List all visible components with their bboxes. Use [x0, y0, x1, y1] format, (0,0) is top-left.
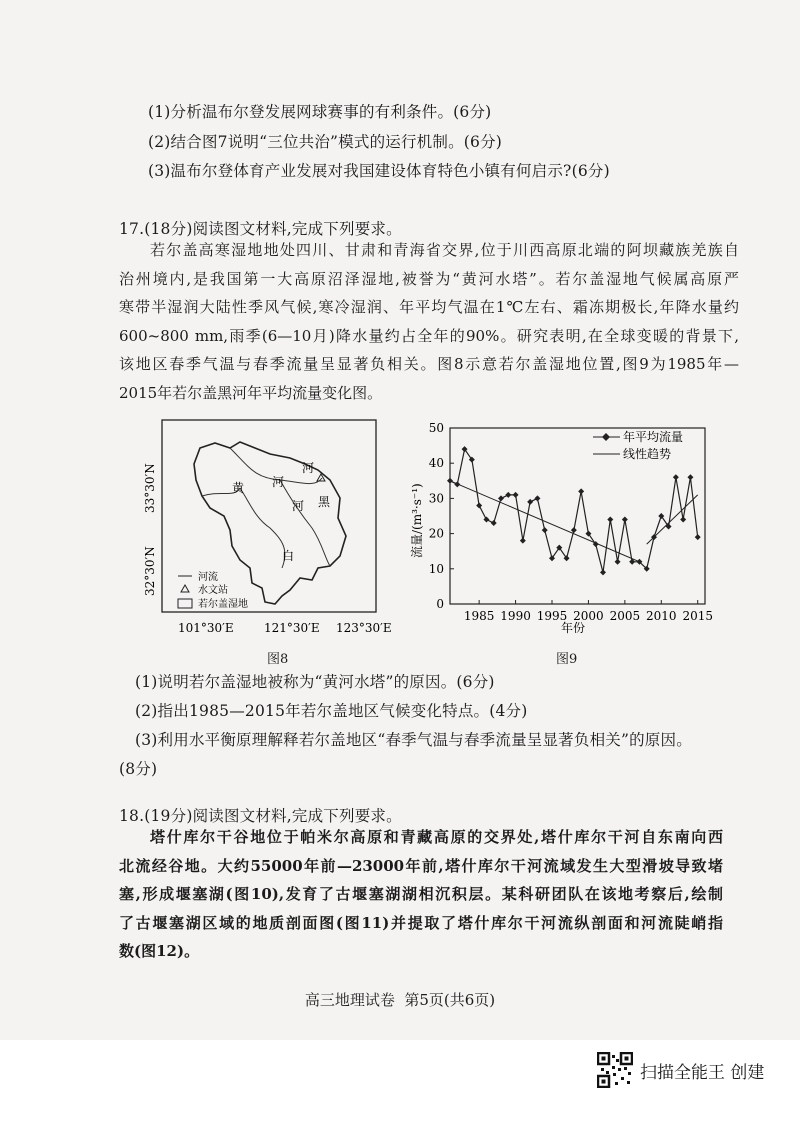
y-tick-label: 40 [428, 456, 444, 471]
flow-point [491, 520, 497, 526]
figure-8-map [140, 418, 400, 648]
legend-trend: 线性趋势 [623, 447, 672, 461]
q17-heading: 17.(18分)阅读图文材料,完成下列要求。 [119, 220, 402, 238]
y-tick-label: 30 [428, 491, 444, 506]
river-char-1: 黄 [232, 481, 245, 495]
flow-point [615, 559, 621, 565]
q18-line-5: 数(图12)。 [119, 942, 200, 960]
river-char-4: 黑 [318, 495, 331, 509]
q17-sub-2: (2)指出1985—2015年若尔盖地区气候变化特点。(4分) [135, 702, 528, 720]
x-tick-label: 1990 [500, 609, 531, 623]
river-char-2: 河 [272, 475, 285, 489]
q17-line-5: 该地区春季气温与春季流量呈显著负相关。图8示意若尔盖湿地位置,图9为1985年— [119, 355, 739, 373]
x-tick-label: 2000 [573, 609, 604, 623]
x-tick-label: 2010 [646, 609, 677, 623]
flow-point [687, 474, 693, 480]
flow-point [673, 474, 679, 480]
legend-wetland-box [178, 599, 192, 608]
q17-sub-1: (1)说明若尔盖湿地被称为“黄河水塔”的原因。(6分) [135, 673, 495, 691]
q17-line-1: 若尔盖高寒湿地地处四川、甘肃和青海省交界,位于川西高原北端的阿坝藏族羌族自 [150, 241, 739, 259]
q17-line-4: 600~800 mm,雨季(6—10月)降水量约占全年的90%。研究表明,在全球变暖的背景下, [119, 326, 739, 345]
q16-sub-2: (2)结合图7说明“三位共治”模式的运行机制。(6分) [148, 133, 503, 151]
q17-line-3: 寒带半湿润大陆性季风气候,寒冷湿润、年平均气温在1℃左右、霜冻期极长,年降水量约 [119, 298, 739, 316]
flow-point [483, 517, 489, 523]
flow-point [578, 488, 584, 494]
flow-point [498, 495, 504, 501]
flow-point [542, 527, 548, 533]
flow-point [527, 499, 533, 505]
q17-sub-3: (3)利用水平衡原理解释若尔盖地区“春季气温与春季流量呈显著负相关”的原因。 [135, 731, 692, 749]
y-tick-label: 20 [428, 526, 444, 541]
river-baihe [240, 488, 285, 568]
q16-sub-3: (3)温布尔登体育产业发展对我国建设体育特色小镇有何启示?(6分) [148, 162, 610, 180]
flow-point [571, 527, 577, 533]
q18-heading: 18.(19分)阅读图文材料,完成下列要求。 [119, 807, 402, 825]
legend-station-icon [181, 585, 189, 592]
flow-point [454, 481, 460, 487]
flow-point [520, 538, 526, 544]
q18-line-1: 塔什库尔干谷地位于帕米尔高原和青藏高原的交界处,塔什库尔干河自东南向西 [150, 828, 723, 846]
flow-point [505, 492, 511, 498]
x-tick-label: 2015 [682, 609, 713, 623]
lon-label-3: 123°30′E [336, 621, 392, 635]
scanner-watermark: 扫描全能王 创建 [640, 1063, 765, 1083]
flow-point [600, 569, 606, 575]
q16-sub-1: (1)分析温布尔登发展网球赛事的有利条件。(6分) [148, 103, 492, 121]
legend-flow-marker [602, 433, 610, 441]
river-char-3: 河 [302, 461, 315, 475]
flow-point [607, 517, 613, 523]
q18-line-3: 塞,形成堰塞湖(图10),发育了古堰塞湖湖相沉积层。某科研团队在该地考察后,绘制 [119, 885, 723, 903]
chart-ylabel: 流量/(m³·s⁻¹) [410, 483, 424, 558]
qr-code-icon [597, 1052, 633, 1088]
q17-line-2: 治州境内,是我国第一大高原沼泽湿地,被誉为“黄河水塔”。若尔盖湿地气候属高原严 [119, 269, 739, 288]
flow-point [680, 517, 686, 523]
figure-8-caption: 图8 [267, 652, 289, 667]
flow-point [534, 495, 540, 501]
flow-series-line [450, 449, 698, 572]
x-tick-label: 1985 [463, 609, 495, 623]
legend-station: 水文站 [198, 585, 228, 596]
map-frame [162, 420, 376, 612]
page-footer: 高三地理试卷 第5页(共6页) [304, 991, 496, 1009]
flow-point [695, 534, 701, 540]
river-char-5: 河 [292, 499, 305, 513]
x-tick-label: 1995 [536, 609, 568, 623]
q17-line-6: 2015年若尔盖黑河年平均流量变化图。 [119, 383, 383, 402]
figure-9-chart [405, 418, 720, 650]
chart-xlabel: 年份 [561, 621, 586, 635]
flow-point [447, 478, 453, 484]
legend-wetland: 若尔盖湿地 [198, 599, 248, 610]
q17-paragraph [119, 236, 739, 407]
y-tick-label: 50 [428, 421, 444, 435]
lat-label-1: 33°30′N [143, 463, 157, 513]
river-char-6: 白 [282, 549, 295, 563]
q18-paragraph [119, 823, 723, 966]
y-tick-label: 10 [428, 561, 444, 576]
legend-river: 河流 [198, 572, 218, 583]
flow-point [513, 492, 519, 498]
flow-point [476, 502, 482, 508]
flow-point [622, 517, 628, 523]
lon-label-2: 121°30′E [264, 621, 320, 635]
q17-sub-4: (8分) [119, 760, 158, 778]
y-tick-label: 0 [436, 597, 444, 611]
legend-flow: 年平均流量 [623, 430, 684, 444]
lon-label-1: 101°30′E [178, 621, 234, 635]
q18-line-2: 北流经谷地。大约55000年前—23000年前,塔什库尔干河流域发生大型滑坡导致堵 [119, 856, 723, 875]
figure-9-caption: 图9 [556, 652, 578, 667]
q18-line-4: 了古堰塞湖区域的地质剖面图(图11)并提取了塔什库尔干河流纵剖面和河流陡峭指 [119, 913, 723, 932]
lat-label-2: 32°30′N [143, 546, 157, 596]
x-tick-label: 2005 [609, 609, 641, 623]
